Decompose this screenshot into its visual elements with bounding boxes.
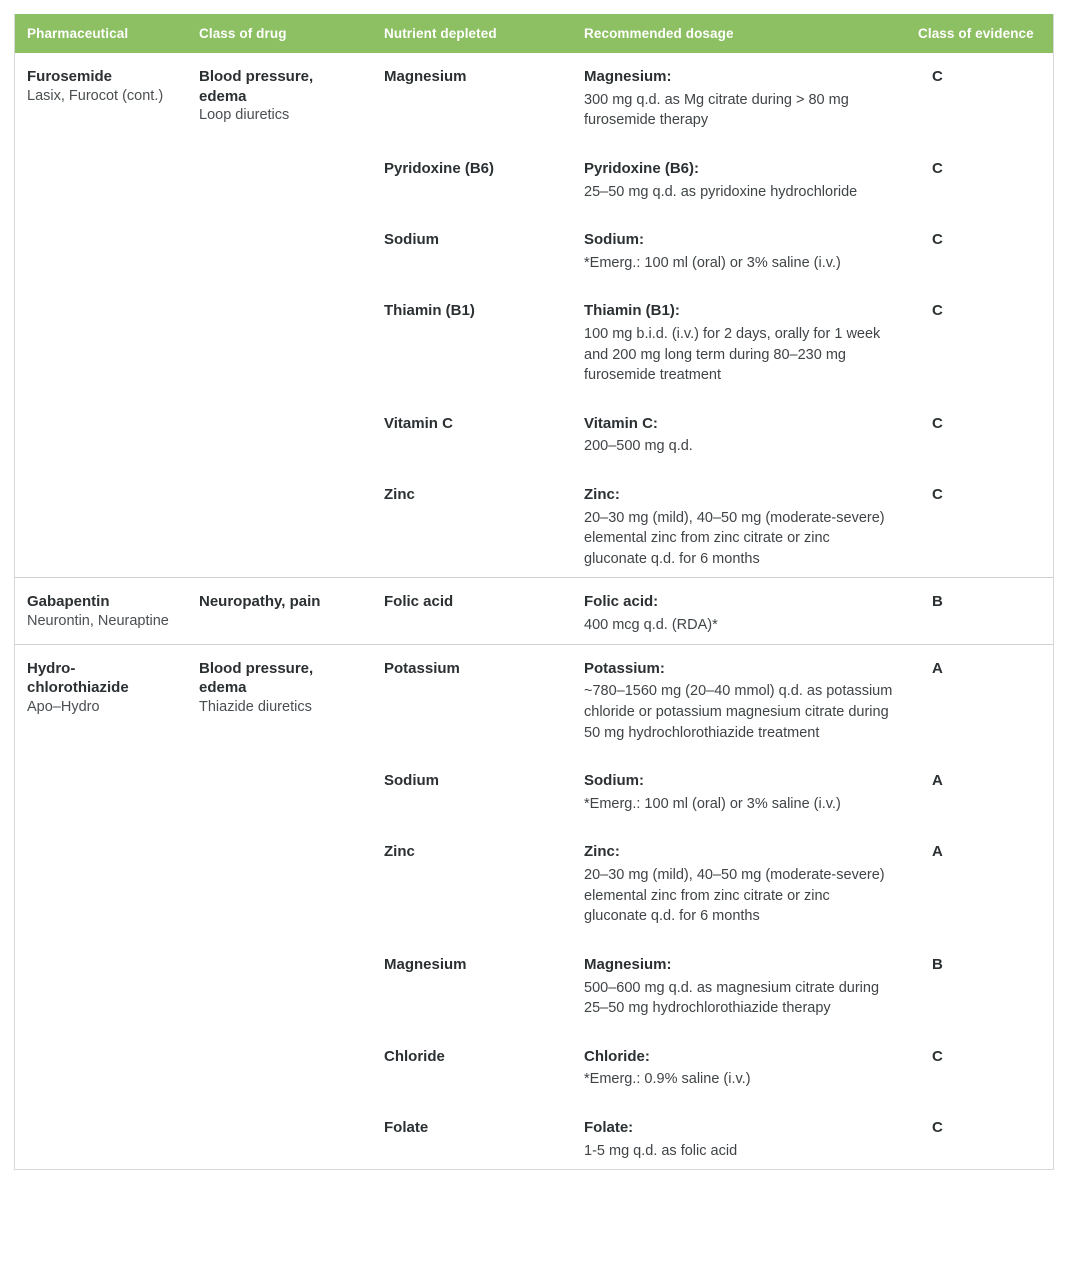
- cell-pharmaceutical: [15, 465, 187, 578]
- drug-name: Hydro-chlorothiazide: [27, 659, 129, 697]
- drug-class-name: Blood pressure, edema: [199, 68, 314, 105]
- cell-nutrient-depleted: [372, 53, 572, 139]
- drug-name: Furosemide: [27, 68, 113, 85]
- cell-nutrient-depleted: [372, 139, 572, 210]
- cell-class-of-drug: [187, 935, 372, 1027]
- cell-class-of-drug: [187, 53, 372, 139]
- cell-pharmaceutical: [15, 281, 187, 393]
- dosage-title: Pyridoxine (B6):: [584, 159, 700, 177]
- evidence-grade: A: [932, 843, 943, 861]
- table-row: [15, 644, 1053, 751]
- table-row: [15, 1027, 1053, 1098]
- cell-pharmaceutical: [15, 935, 187, 1027]
- nutrient-name: Folate: [384, 1118, 429, 1136]
- cell-class-of-evidence: [906, 139, 1053, 210]
- cell-class-of-evidence: [906, 935, 1053, 1027]
- nutrient-name: Vitamin C: [384, 414, 453, 432]
- column-header-class-of-drug: Class of drug: [187, 14, 372, 53]
- cell-class-of-drug: [187, 139, 372, 210]
- evidence-grade: C: [932, 231, 943, 249]
- cell-class-of-evidence: [906, 644, 1053, 751]
- cell-class-of-drug: [187, 751, 372, 822]
- cell-pharmaceutical: [15, 644, 187, 751]
- nutrient-name: Magnesium: [384, 68, 467, 85]
- cell-class-of-drug: [187, 281, 372, 393]
- dosage-title: Chloride:: [584, 1047, 650, 1065]
- table-row: [15, 53, 1053, 139]
- dosage-title: Sodium:: [584, 772, 644, 790]
- table-row: [15, 139, 1053, 210]
- evidence-grade: B: [932, 593, 943, 611]
- cell-pharmaceutical: [15, 53, 187, 139]
- cell-recommended-dosage: [572, 644, 906, 751]
- cell-nutrient-depleted: [372, 935, 572, 1027]
- drug-brand-names: Lasix, Furocot (cont.): [27, 87, 164, 104]
- dosage-title: Folate:: [584, 1118, 634, 1136]
- cell-class-of-evidence: [906, 578, 1053, 644]
- table-row: [15, 394, 1053, 465]
- drug-class-subtype: Loop diuretics: [199, 107, 290, 123]
- cell-class-of-evidence: [906, 281, 1053, 393]
- cell-class-of-evidence: [906, 394, 1053, 465]
- nutrient-name: Sodium: [384, 772, 439, 790]
- cell-class-of-evidence: [906, 210, 1053, 281]
- cell-recommended-dosage: [572, 394, 906, 465]
- cell-nutrient-depleted: [372, 394, 572, 465]
- dosage-title: Vitamin C:: [584, 414, 658, 432]
- dosage-detail: ~780–1560 mg (20–40 mmol) q.d. as potassium chloride or potassium magnesium citrate during 50 mg hydrochlorothiazide treatment: [584, 683, 893, 741]
- cell-recommended-dosage: [572, 1098, 906, 1169]
- table-header-row: [15, 14, 1053, 53]
- cell-pharmaceutical: [15, 751, 187, 822]
- dosage-detail: 300 mg q.d. as Mg citrate during > 80 mg furosemide therapy: [584, 91, 849, 129]
- drug-name: Gabapentin: [27, 593, 110, 611]
- dosage-detail: *Emerg.: 100 ml (oral) or 3% saline (i.v.): [584, 795, 841, 812]
- nutrient-name: Folic acid: [384, 593, 454, 611]
- dosage-title: Magnesium:: [584, 955, 672, 973]
- table-row: [15, 822, 1053, 934]
- cell-class-of-evidence: [906, 1027, 1053, 1098]
- cell-nutrient-depleted: [372, 210, 572, 281]
- dosage-detail: 400 mcg q.d. (RDA)*: [584, 617, 718, 634]
- drug-brand-names: Apo–Hydro: [27, 698, 100, 715]
- dosage-detail: 25–50 mg q.d. as pyridoxine hydrochloride: [584, 183, 858, 200]
- cell-nutrient-depleted: [372, 578, 572, 644]
- cell-nutrient-depleted: [372, 1027, 572, 1098]
- column-header-class-of-evidence: Class of evidence: [906, 14, 1053, 53]
- dosage-detail: *Emerg.: 100 ml (oral) or 3% saline (i.v.): [584, 254, 841, 271]
- cell-recommended-dosage: [572, 822, 906, 934]
- dosage-detail: 1-5 mg q.d. as folic acid: [584, 1142, 738, 1159]
- cell-pharmaceutical: [15, 139, 187, 210]
- cell-nutrient-depleted: [372, 281, 572, 393]
- cell-class-of-evidence: [906, 751, 1053, 822]
- nutrient-name: Potassium: [384, 659, 460, 677]
- nutrient-name: Pyridoxine (B6): [384, 159, 495, 177]
- cell-class-of-drug: [187, 822, 372, 934]
- column-header-pharmaceutical: Pharmaceutical: [15, 14, 187, 53]
- cell-nutrient-depleted: [372, 1098, 572, 1169]
- table-row: [15, 1098, 1053, 1169]
- cell-recommended-dosage: [572, 53, 906, 139]
- cell-class-of-drug: [187, 210, 372, 281]
- table-row: [15, 751, 1053, 822]
- cell-recommended-dosage: [572, 465, 906, 578]
- nutrient-depletion-table: [15, 14, 1053, 1169]
- evidence-grade: C: [932, 414, 943, 432]
- cell-recommended-dosage: [572, 1027, 906, 1098]
- cell-pharmaceutical: [15, 578, 187, 644]
- dosage-title: Zinc:: [584, 843, 620, 861]
- dosage-title: Zinc:: [584, 486, 620, 504]
- drug-class-name: Neuropathy, pain: [199, 593, 321, 611]
- cell-nutrient-depleted: [372, 644, 572, 751]
- dosage-detail: 20–30 mg (mild), 40–50 mg (moderate-severe) elemental zinc from zinc citrate or zinc gluconate q.d. for 6 months: [584, 867, 885, 925]
- dosage-title: Folic acid:: [584, 593, 659, 611]
- nutrient-name: Zinc: [384, 486, 415, 504]
- cell-pharmaceutical: [15, 1098, 187, 1169]
- table-header: [15, 14, 1053, 53]
- nutrient-name: Sodium: [384, 231, 439, 249]
- cell-pharmaceutical: [15, 210, 187, 281]
- cell-class-of-drug: [187, 394, 372, 465]
- dosage-title: Thiamin (B1):: [584, 302, 680, 320]
- cell-recommended-dosage: [572, 751, 906, 822]
- nutrient-name: Zinc: [384, 843, 415, 861]
- dosage-detail: 20–30 mg (mild), 40–50 mg (moderate-severe) elemental zinc from zinc citrate or zinc gluconate q.d. for 6 months: [584, 509, 885, 567]
- dosage-detail: *Emerg.: 0.9% saline (i.v.): [584, 1071, 751, 1088]
- dosage-detail: 100 mg b.i.d. (i.v.) for 2 days, orally for 1 week and 200 mg long term during 80–230 mg furosemide treatment: [584, 326, 881, 384]
- evidence-grade: C: [932, 1118, 943, 1136]
- cell-nutrient-depleted: [372, 751, 572, 822]
- cell-class-of-drug: [187, 578, 372, 644]
- nutrient-name: Chloride: [384, 1047, 445, 1065]
- cell-class-of-evidence: [906, 465, 1053, 578]
- evidence-grade: C: [932, 159, 943, 177]
- cell-pharmaceutical: [15, 1027, 187, 1098]
- evidence-grade: B: [932, 955, 943, 973]
- evidence-grade: C: [932, 1047, 943, 1065]
- evidence-grade: C: [932, 68, 943, 85]
- cell-class-of-evidence: [906, 53, 1053, 139]
- cell-class-of-drug: [187, 644, 372, 751]
- evidence-grade: C: [932, 302, 943, 320]
- column-header-recommended-dosage: Recommended dosage: [572, 14, 906, 53]
- table-row: [15, 281, 1053, 393]
- table-row: [15, 578, 1053, 644]
- cell-recommended-dosage: [572, 210, 906, 281]
- cell-nutrient-depleted: [372, 822, 572, 934]
- dosage-title: Sodium:: [584, 231, 644, 249]
- cell-class-of-evidence: [906, 1098, 1053, 1169]
- drug-brand-names: Neurontin, Neuraptine: [27, 612, 169, 629]
- drug-class-subtype: Thiazide diuretics: [199, 698, 312, 715]
- cell-pharmaceutical: [15, 394, 187, 465]
- cell-class-of-drug: [187, 1098, 372, 1169]
- cell-class-of-evidence: [906, 822, 1053, 934]
- nutrient-name: Magnesium: [384, 955, 467, 973]
- cell-recommended-dosage: [572, 139, 906, 210]
- cell-pharmaceutical: [15, 822, 187, 934]
- cell-nutrient-depleted: [372, 465, 572, 578]
- evidence-grade: A: [932, 659, 943, 677]
- table-row: [15, 210, 1053, 281]
- table-row: [15, 465, 1053, 578]
- table-row: [15, 935, 1053, 1027]
- dosage-detail: 200–500 mg q.d.: [584, 438, 693, 455]
- evidence-grade: A: [932, 772, 943, 790]
- column-header-nutrient-depleted: Nutrient depleted: [372, 14, 572, 53]
- cell-class-of-drug: [187, 465, 372, 578]
- table-body: [15, 53, 1053, 1169]
- drug-class-name: Blood pressure, edema: [199, 659, 314, 697]
- nutrient-depletion-table-container: [14, 14, 1054, 1170]
- dosage-title: Potassium:: [584, 659, 665, 677]
- dosage-detail: 500–600 mg q.d. as magnesium citrate during 25–50 mg hydrochlorothiazide therapy: [584, 979, 880, 1017]
- dosage-title: Magnesium:: [584, 68, 672, 85]
- evidence-grade: C: [932, 486, 943, 504]
- nutrient-name: Thiamin (B1): [384, 302, 475, 320]
- cell-class-of-drug: [187, 1027, 372, 1098]
- cell-recommended-dosage: [572, 935, 906, 1027]
- cell-recommended-dosage: [572, 578, 906, 644]
- cell-recommended-dosage: [572, 281, 906, 393]
